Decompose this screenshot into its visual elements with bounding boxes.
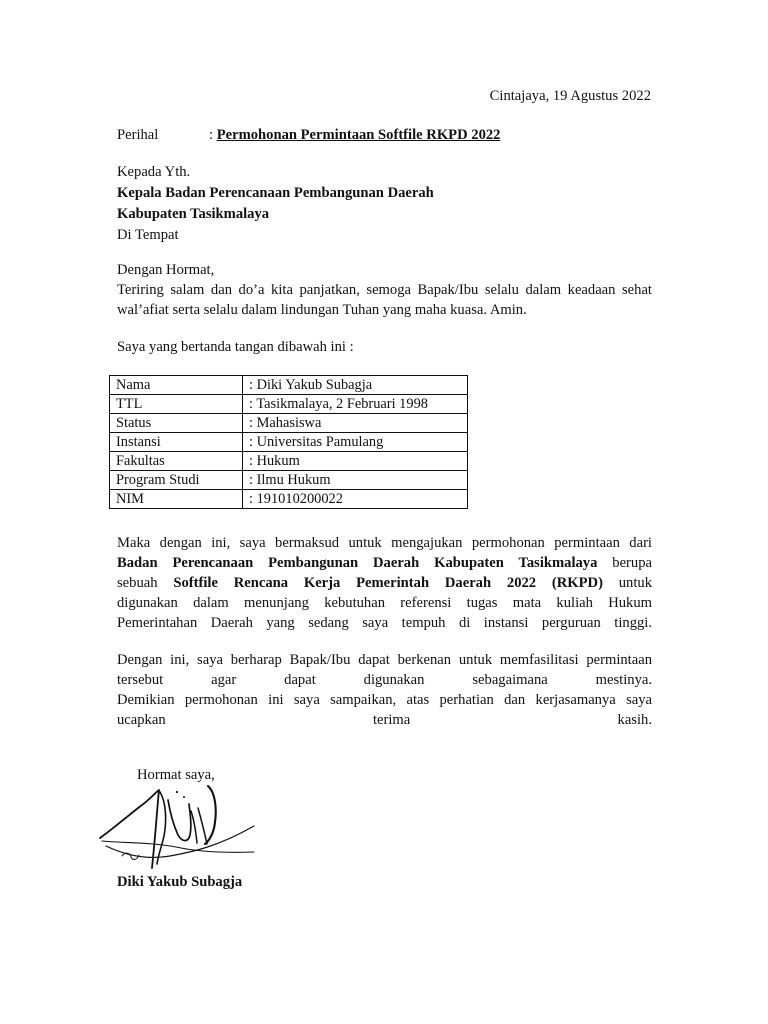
purpose-agency-name: Badan Perencanaan Pembangunan Daerah Kabupaten Tasikmalaya: [117, 555, 598, 571]
subject-label: Perihal: [117, 127, 159, 143]
purpose-line-3: [117, 573, 652, 593]
purpose-line-3-start: sebuah: [117, 575, 174, 591]
closing-paragraph: [117, 650, 652, 730]
recipient-salutation: Kepada Yth.: [117, 164, 191, 180]
identity-value-ttl: : Tasikmalaya, 2 Februari 1998: [243, 395, 468, 414]
closing-line-1: Dengan ini, saya berharap Bapak/Ibu dapat berkenan untuk memfasilitasi permintaan: [117, 652, 652, 668]
table-row: [110, 452, 468, 471]
signoff: Hormat saya,: [137, 767, 215, 783]
purpose-line-3-end: untuk: [602, 575, 653, 591]
purpose-line-2-rest: berupa: [597, 555, 652, 571]
purpose-document-name: Softfile Rencana Kerja Pemerintah Daerah 2022 (RKPD): [173, 575, 603, 591]
purpose-line-1: Maka dengan ini, saya bermaksud untuk mengajukan permohonan permintaan dari: [117, 535, 652, 551]
identity-label-name: Nama: [110, 376, 243, 395]
recipient-region: Kabupaten Tasikmalaya: [117, 206, 270, 222]
closing-line-2: tersebut agar dapat digunakan sebagaimana mestinya.: [117, 672, 652, 688]
identity-label-nim: NIM: [110, 490, 243, 509]
identity-value-nim: : 191010200022: [243, 490, 468, 509]
recipient-block: [117, 162, 434, 246]
purpose-line-4: digunakan dalam menunjang kebutuhan referensi tugas mata kuliah Hukum: [117, 595, 652, 611]
identity-value-name: : Diki Yakub Subagja: [243, 376, 468, 395]
identity-label-instansi: Instansi: [110, 433, 243, 452]
identity-label-status: Status: [110, 414, 243, 433]
closing-line-4: ucapkan terima kasih.: [117, 712, 652, 728]
opening-paragraph: [117, 260, 652, 320]
identity-label-ttl: TTL: [110, 395, 243, 414]
purpose-line-5: Pemerintahan Daerah yang sedang saya tempuh di instansi perguruan tinggi.: [117, 615, 652, 631]
opening-line-2: wal’afiat serta selalu dalam lindungan Tuhan yang maha kuasa. Amin.: [117, 302, 527, 318]
identity-value-status: : Mahasiswa: [243, 414, 468, 433]
identity-table: [109, 375, 468, 509]
signature-image: [94, 780, 264, 875]
recipient-office: Kepala Badan Perencanaan Pembangunan Daerah: [117, 185, 434, 201]
identity-label-program-studi: Program Studi: [110, 471, 243, 490]
identity-value-instansi: : Universitas Pamulang: [243, 433, 468, 452]
purpose-line-2: [117, 553, 652, 573]
table-row: [110, 376, 468, 395]
table-row: [110, 395, 468, 414]
subject-row: [117, 125, 500, 145]
signer-name: Diki Yakub Subagja: [117, 874, 243, 890]
table-row: [110, 471, 468, 490]
table-row: [110, 414, 468, 433]
identity-value-program-studi: : Ilmu Hukum: [243, 471, 468, 490]
subject-separator: :: [209, 127, 214, 143]
purpose-paragraph: [117, 533, 652, 633]
place-date: Cintajaya, 19 Agustus 2022: [489, 88, 651, 104]
subject-value: Permohonan Permintaan Softfile RKPD 2022: [216, 127, 501, 143]
recipient-location: Di Tempat: [117, 227, 179, 243]
intro-sentence: Saya yang bertanda tangan dibawah ini :: [117, 339, 354, 355]
table-row: [110, 433, 468, 452]
table-row: [110, 490, 468, 509]
closing-line-3: Demikian permohonan ini saya sampaikan, atas perhatian dan kerjasamanya saya: [117, 692, 652, 708]
opening-greeting: Dengan Hormat,: [117, 262, 215, 278]
identity-value-fakultas: : Hukum: [243, 452, 468, 471]
identity-label-fakultas: Fakultas: [110, 452, 243, 471]
opening-line-1: Teriring salam dan do’a kita panjatkan, semoga Bapak/Ibu selalu dalam keadaan sehat: [117, 282, 652, 298]
